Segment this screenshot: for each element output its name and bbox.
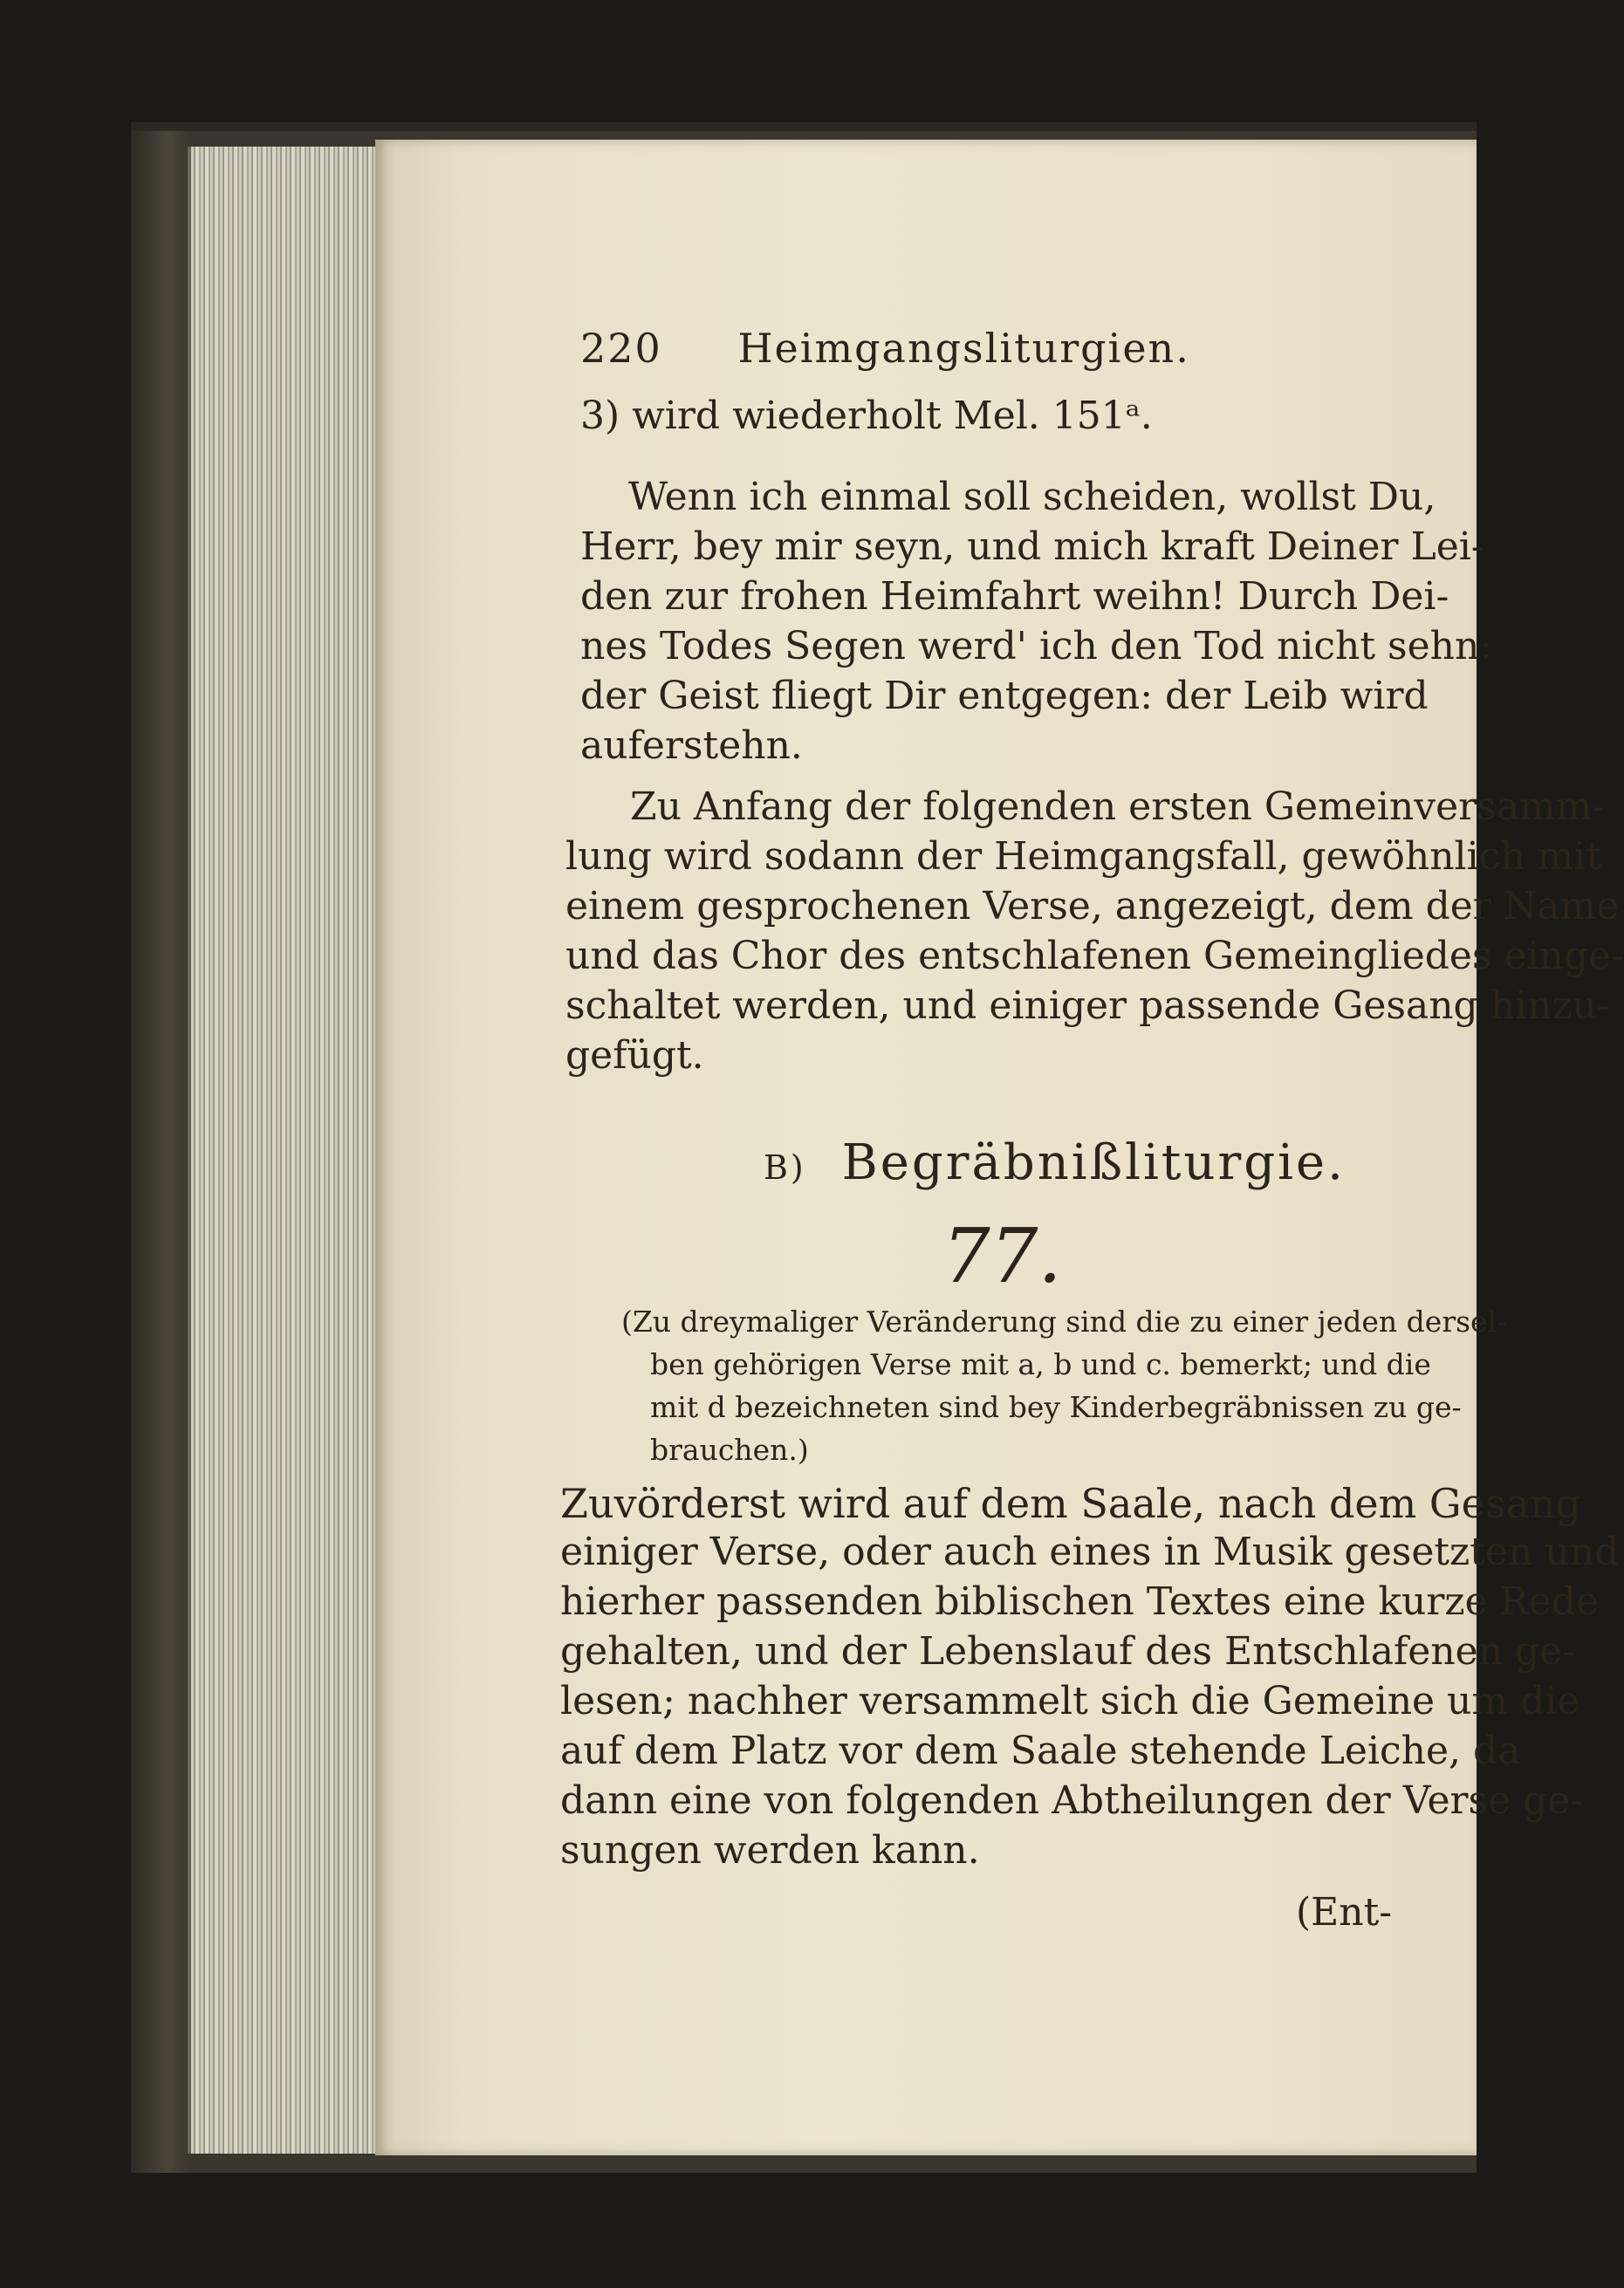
running-title: Heimgangsliturgien. — [737, 325, 1190, 372]
paragraph-line: dann eine von folgenden Abtheilungen der Verse ge- — [560, 1778, 1584, 1823]
paragraph-line: lesen; nachher versammelt sich die Gemeine um die — [560, 1679, 1580, 1723]
item-number: 77. — [942, 1213, 1062, 1300]
section-label: B) — [764, 1148, 806, 1187]
paragraph-line: sungen werden kann. — [560, 1828, 980, 1873]
verse-line: den zur frohen Heimfahrt weihn! Durch Dei- — [580, 574, 1449, 619]
book-spine-edge — [131, 131, 192, 2173]
paragraph-line: lung wird sodann der Heimgangsfall, gewöhnlich mit — [565, 834, 1602, 879]
verse-line: Herr, bey mir seyn, und mich kraft Deiner Lei- — [580, 524, 1484, 569]
intro-line: 3) wird wiederholt Mel. 151ᵃ. — [580, 394, 1153, 438]
note-line: mit d bezeichneten sind bey Kinderbegräbnissen zu ge- — [650, 1390, 1462, 1424]
section-heading — [764, 1134, 1346, 1191]
page-edges — [188, 147, 383, 2154]
paragraph-line: auf dem Platz vor dem Saale stehende Leiche, da — [560, 1729, 1521, 1773]
section-title: Begräbnißliturgie. — [841, 1134, 1346, 1191]
page-number: 220 — [580, 325, 662, 372]
page-header — [580, 325, 1190, 372]
note-line: (Zu dreymaliger Veränderung sind die zu einer jeden dersel- — [621, 1305, 1507, 1339]
paragraph-line: hierher passenden biblischen Textes eine kurze Rede — [560, 1579, 1599, 1624]
paragraph-line: und das Chor des entschlafenen Gemeingliedes einge- — [565, 934, 1624, 978]
catchword: (Ent- — [1296, 1890, 1393, 1935]
paragraph-line: gefügt. — [565, 1033, 704, 1078]
paragraph-line: einiger Verse, oder auch eines in Musik gesetzten und — [560, 1530, 1620, 1574]
verse-line: nes Todes Segen werd' ich den Tod nicht sehn: — [580, 624, 1493, 668]
paragraph-line: Zu Anfang der folgenden ersten Gemeinversamm- — [630, 784, 1606, 829]
paragraph-line: schaltet werden, und einiger passende Gesang hinzu- — [565, 983, 1610, 1028]
note-line: brauchen.) — [650, 1433, 809, 1467]
verse-line: Wenn ich einmal soll scheiden, wollst Du, — [628, 475, 1436, 519]
verse-line: der Geist fliegt Dir entgegen: der Leib wird — [580, 674, 1429, 718]
paragraph-line: gehalten, und der Lebenslauf des Entschlafenen ge- — [560, 1629, 1576, 1674]
verse-line: auferstehn. — [580, 723, 803, 768]
note-line: ben gehörigen Verse mit a, b und c. bemerkt; und die — [650, 1347, 1431, 1381]
paragraph-line: einem gesprochenen Verse, angezeigt, dem der Name — [565, 884, 1620, 928]
paragraph-line: Zuvörderst wird auf dem Saale, nach dem Gesang — [560, 1480, 1581, 1527]
